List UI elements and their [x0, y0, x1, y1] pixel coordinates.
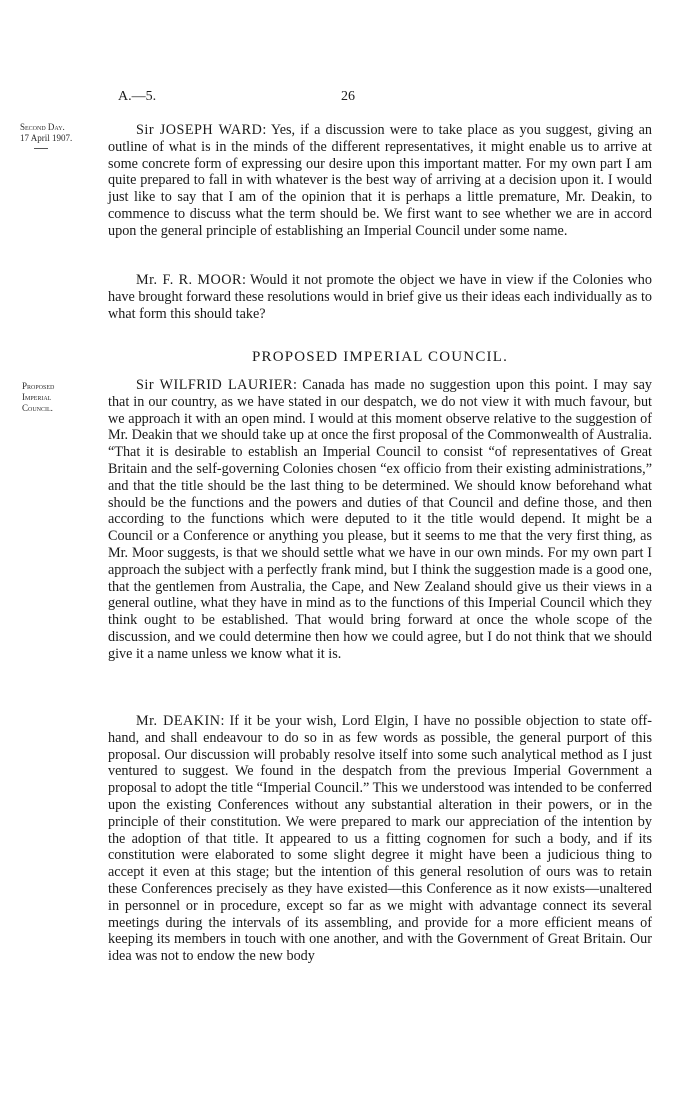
paragraph-text: : Would it not promote the object we have in view if the Colonies who have brought forward these resolutions would in brief give us their ideas each individually as to what form this should take? — [108, 272, 652, 322]
paragraph-text: : Yes, if a discussion were to take place as you suggest, giving an outline of what is in the minds of the different representatives, it might enable us to arrive at some concrete form of expressing our desire upon this important matter. For my own part I am quite prepared to fall in with whatever is the best way of arriving at a decision upon it. I would just like to say that I am of the opinion that it is perhaps a little premature, Mr. Deakin, to commence to discuss what the term should be. We first want to see whether we are in accord upon the general principle of establishing an Imperial Council under some name. — [108, 122, 652, 239]
margin-note-line: Second Day. — [20, 122, 65, 132]
margin-note-line: Imperial — [22, 392, 52, 402]
speaker-name: Mr. F. R. MOOR — [136, 272, 242, 288]
section-heading: PROPOSED IMPERIAL COUNCIL. — [251, 349, 509, 365]
paragraph-moor — [108, 272, 652, 322]
speaker-name: Sir WILFRID LAURIER — [136, 377, 293, 393]
page-number: 26 — [341, 89, 355, 104]
paragraph-text: : If it be your wish, Lord Elgin, I have no possible objection to state off-hand, and shall endeavour to do so in as few words as possible, the general purport of this proposal. Our discussion will probably resolve itself into some such analytical method as I just ventured to suggest. We found in the despatch from the previous Imperial Government a proposal to adopt the title “Imperial Council.” This we understood was intended to be conferred upon the existing Conferences without any substantial alteration in their powers, or in the principle of their constitution. We were prepared to mark our appreciation of the intention by the adoption of that title. It appeared to us a fitting cognomen for such a body, and if its constitution were elaborated to some slight degree it might have been a judicious thing to accept it even at this stage; but the intention of this general resolution of ours was to retain these Conferences precisely as they have existed—this Conference as it now exists—unaltered in personnel or in procedure, except so far as we might with advantage connect its several meetings during the intervals of its assembling, and provide for a more efficient means of keeping its members in touch with one another, and with the Government of Great Britain. Our idea was not to endow the new body — [108, 713, 652, 965]
paragraph-laurier — [108, 377, 652, 663]
margin-note-topic — [22, 381, 84, 414]
paragraph-deakin — [108, 713, 652, 965]
margin-note-line: Proposed — [22, 381, 55, 391]
margin-note-date — [20, 122, 82, 149]
paragraph-ward — [108, 122, 652, 240]
margin-note-divider — [34, 148, 48, 149]
document-reference: A.—5. — [118, 89, 157, 104]
paragraph-text: : Canada has made no suggestion upon this point. I may say that in our country, as we have stated in our despatch, we do not view it with much favour, but we approach it with an open mind. I would at this moment observe relative to the suggestion of Mr. Deakin that we should take up at once the first proposal of the Commonwealth of Australia. “That it is desirable to establish an Imperial Council to consist “of representatives of Great Britain and the self-governing Colonies chosen “ex officio from their existing administrations,” and that the title should be the last thing to be determined. We should know beforehand what should be the functions and the powers and duties of that Council and define those, and then according to the functions which were deputed to it the title would depend. It might be a Council or a Conference or anything you please, but it seems to me that the very first thing, as Mr. Moor suggests, is that we should settle what we have in our own minds. For my own part I approach the subject with a perfectly frank mind, but I think the suggestion made is a good one, that the gentlemen from Australia, the Cape, and New Zealand should give us their views in a general outline, what they have in mind as to the functions of this Imperial Council which they think ought to be established. That would bring forward at once the whole scope of the discussion, and we could determine then how we could agree, but I do not think that we should give it a name unless we know what it is. — [108, 377, 652, 662]
margin-note-line: 17 April 1907. — [20, 133, 73, 143]
speaker-name: Sir JOSEPH WARD — [136, 122, 263, 138]
margin-note-line: Council. — [22, 403, 53, 413]
speaker-name: Mr. DEAKIN — [136, 713, 221, 729]
